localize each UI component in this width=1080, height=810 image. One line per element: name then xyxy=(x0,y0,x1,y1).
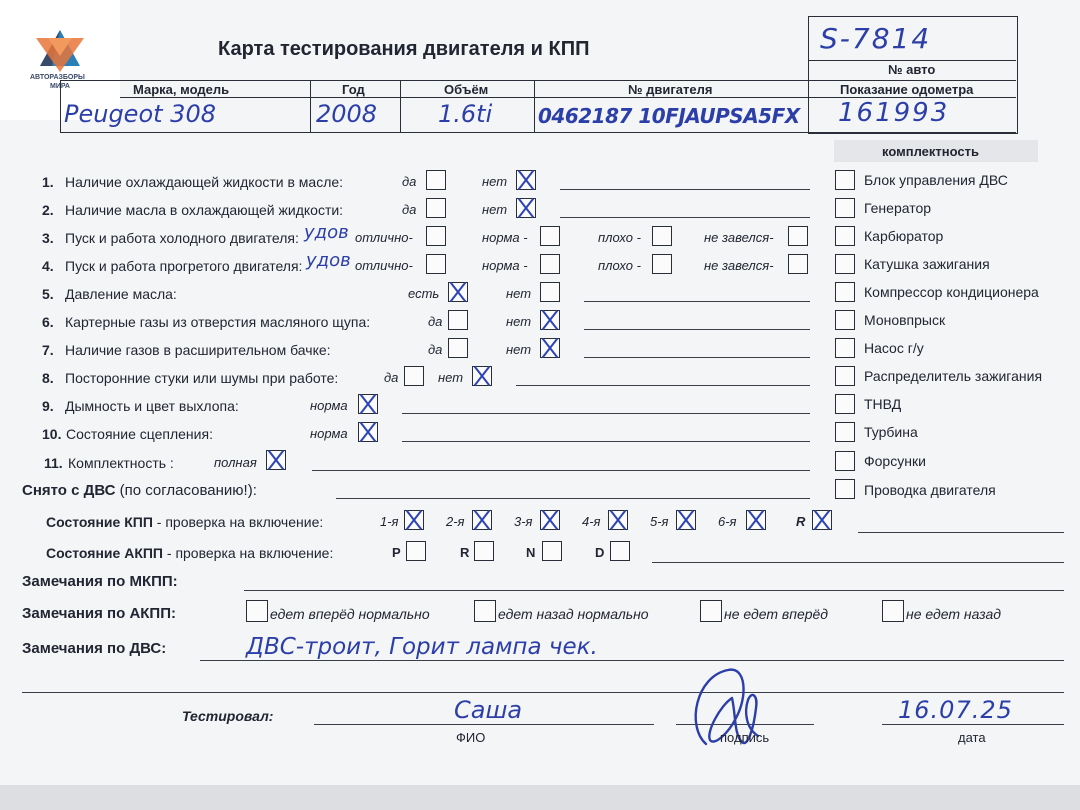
checkbox-distributor[interactable] xyxy=(835,366,855,386)
completeness-item-ac-compressor: Компрессор кондиционера xyxy=(864,284,1039,300)
q1-number: 1. xyxy=(42,174,54,190)
hw-auto-no: S-7814 xyxy=(820,22,932,55)
completeness-item-carburetor: Карбюратор xyxy=(864,228,944,244)
q2-yes-checkbox[interactable] xyxy=(426,198,446,218)
completeness-item-ecu: Блок управления ДВС xyxy=(864,172,1008,188)
akpp-d-checkbox[interactable] xyxy=(610,541,630,561)
q8-opt-yes: да xyxy=(384,370,399,385)
hw-test-date: 16.07.25 xyxy=(898,696,1013,724)
logo-text-line1: АВТОРАЗБОРЫ xyxy=(30,74,85,81)
q7-yes-checkbox[interactable] xyxy=(448,338,468,358)
q1-opt-yes: да xyxy=(402,174,417,189)
q3-hw-note: удов xyxy=(304,222,349,243)
akpp-p-label: P xyxy=(392,545,401,560)
page-title: Карта тестирования двигателя и КПП xyxy=(218,38,590,60)
gear-r-checkbox[interactable] xyxy=(812,510,832,530)
gear-3-checkbox[interactable] xyxy=(540,510,560,530)
q9-normal-checkbox[interactable] xyxy=(358,394,378,414)
q6-number: 6. xyxy=(42,314,54,330)
remarks-akpp-label: Замечания по АКПП: xyxy=(22,605,176,622)
gear-2-checkbox[interactable] xyxy=(472,510,492,530)
q6-yes-checkbox[interactable] xyxy=(448,310,468,330)
q10-normal-checkbox[interactable] xyxy=(358,422,378,442)
q6-opt-yes: да xyxy=(428,314,443,329)
q3-label: Пуск и работа холодного двигателя: xyxy=(65,230,299,246)
hw-odometer: 161993 xyxy=(838,98,950,128)
gear-5-checkbox[interactable] xyxy=(676,510,696,530)
akpp-forward-ok-checkbox[interactable] xyxy=(246,600,268,622)
removed-note: (по согласованию!): xyxy=(119,482,257,499)
akpp-p-checkbox[interactable] xyxy=(406,541,426,561)
q7-no-checkbox[interactable] xyxy=(540,338,560,358)
akpp-no-forward-label: не едет вперёд xyxy=(724,606,829,622)
col-volume-header: Объём xyxy=(444,82,489,97)
gear-6-checkbox[interactable] xyxy=(746,510,766,530)
q4-opt-excellent: отлично- xyxy=(355,258,413,273)
remarks-dvs-line xyxy=(200,660,1064,661)
logo-mark-icon xyxy=(0,0,120,80)
q5-no-checkbox[interactable] xyxy=(540,282,560,302)
completeness-item-distributor: Распределитель зажигания xyxy=(864,368,1043,384)
q11-note-line xyxy=(312,470,810,471)
q1-no-checkbox[interactable] xyxy=(516,170,536,190)
q4-bad-checkbox[interactable] xyxy=(652,254,672,274)
header-col-sep xyxy=(534,80,535,132)
q10-label: Состояние сцепления: xyxy=(66,426,213,442)
header-col-sep xyxy=(400,80,401,132)
q11-opt-full: полная xyxy=(214,455,257,470)
q11-number: 11. xyxy=(44,455,63,471)
q2-opt-yes: да xyxy=(402,202,417,217)
q4-normal-checkbox[interactable] xyxy=(540,254,560,274)
q10-number: 10. xyxy=(42,426,62,442)
checkbox-carburetor[interactable] xyxy=(835,226,855,246)
q6-label: Картерные газы из отверстия масляного щупа: xyxy=(65,314,371,330)
signature-caption: подпись xyxy=(720,730,770,745)
gear-5-label: 5-я xyxy=(650,514,669,529)
q8-no-checkbox[interactable] xyxy=(472,366,492,386)
removed-label xyxy=(22,482,257,499)
akpp-suffix: - проверка на включение: xyxy=(166,545,334,561)
q4-no-start-checkbox[interactable] xyxy=(788,254,808,274)
q6-note-line xyxy=(584,329,810,330)
q9-label: Дымность и цвет выхлопа: xyxy=(65,398,239,414)
header-bottom-line xyxy=(60,132,1016,133)
q5-note-line xyxy=(584,301,810,302)
tested-by-label: Тестировал: xyxy=(182,708,274,724)
gear-4-label: 4-я xyxy=(582,514,601,529)
hw-tester-name: Саша xyxy=(454,696,523,724)
akpp-n-checkbox[interactable] xyxy=(542,541,562,561)
removed-title: Снято с ДВС xyxy=(22,482,116,499)
kpp-title: Состояние КПП xyxy=(46,514,153,530)
q8-note-line xyxy=(516,385,810,386)
remarks-extra-line xyxy=(22,692,1064,693)
gear-2-label: 2-я xyxy=(446,514,465,529)
q5-label: Давление масла: xyxy=(65,286,177,302)
gear-6-label: 6-я xyxy=(718,514,737,529)
akpp-r-label: R xyxy=(460,545,470,560)
kpp-label xyxy=(46,514,323,530)
q5-opt-yes: есть xyxy=(408,286,440,301)
header-top-line xyxy=(60,80,1016,81)
q10-opt-normal: норма xyxy=(310,426,348,441)
akpp-no-back-label: не едет назад xyxy=(906,606,1001,622)
q7-opt-no: нет xyxy=(506,342,532,357)
q8-opt-no: нет xyxy=(438,370,464,385)
remarks-mkpp-label: Замечания по МКПП: xyxy=(22,573,178,590)
col-odometer-header: Показание одометра xyxy=(840,82,974,97)
logo-text-line2: МИРА xyxy=(50,83,70,90)
fio-line xyxy=(314,724,654,725)
q7-number: 7. xyxy=(42,342,54,358)
col-year-header: Год xyxy=(342,82,365,97)
q4-opt-bad: плохо - xyxy=(598,258,641,273)
q5-opt-no: нет xyxy=(506,286,532,301)
q9-opt-normal: норма xyxy=(310,398,348,413)
gear-1-label: 1-я xyxy=(380,514,399,529)
completeness-heading: комплектность xyxy=(882,144,979,159)
col-auto-no-header: № авто xyxy=(888,62,936,77)
q2-label: Наличие масла в охлаждающей жидкости: xyxy=(65,202,344,218)
q3-opt-excellent: отлично- xyxy=(355,230,413,245)
checkbox-wiring[interactable] xyxy=(835,479,855,499)
gear-3-label: 3-я xyxy=(514,514,533,529)
q6-opt-no: нет xyxy=(506,314,532,329)
q3-bad-checkbox[interactable] xyxy=(652,226,672,246)
checkbox-mono-injection[interactable] xyxy=(835,310,855,330)
auto-no-line xyxy=(808,60,1016,61)
q3-excellent-checkbox[interactable] xyxy=(426,226,446,246)
checkbox-ac-compressor[interactable] xyxy=(835,282,855,302)
akpp-no-forward-checkbox[interactable] xyxy=(700,600,722,622)
header-col-sep xyxy=(310,80,311,132)
completeness-item-injectors: Форсунки xyxy=(864,453,926,469)
q8-number: 8. xyxy=(42,370,54,386)
completeness-item-ignition-coil: Катушка зажигания xyxy=(864,256,990,272)
q1-yes-checkbox[interactable] xyxy=(426,170,446,190)
q7-note-line xyxy=(584,357,810,358)
q1-note-line xyxy=(560,189,810,190)
q8-yes-checkbox[interactable] xyxy=(404,366,424,386)
q8-label: Посторонние стуки или шумы при работе: xyxy=(65,370,339,386)
completeness-item-tnvd: ТНВД xyxy=(864,396,902,412)
remarks-dvs-label: Замечания по ДВС: xyxy=(22,640,167,657)
akpp-back-ok-checkbox[interactable] xyxy=(474,600,496,622)
q2-note-line xyxy=(560,217,810,218)
q11-full-checkbox[interactable] xyxy=(266,450,286,470)
akpp-r-checkbox[interactable] xyxy=(474,541,494,561)
removed-line xyxy=(336,498,810,499)
q4-excellent-checkbox[interactable] xyxy=(426,254,446,274)
q10-note-line xyxy=(402,441,810,442)
checkbox-ignition-coil[interactable] xyxy=(835,254,855,274)
q2-no-checkbox[interactable] xyxy=(516,198,536,218)
checkbox-tnvd[interactable] xyxy=(835,394,855,414)
q3-opt-normal: норма - xyxy=(482,230,528,245)
col-model-header: Марка, модель xyxy=(133,82,230,97)
checkbox-ps-pump[interactable] xyxy=(835,338,855,358)
q2-number: 2. xyxy=(42,202,54,218)
q3-normal-checkbox[interactable] xyxy=(540,226,560,246)
hw-model: Peugeot 308 xyxy=(64,100,216,128)
date-line xyxy=(882,724,1064,725)
col-engine-header: № двигателя xyxy=(628,82,713,97)
hw-engine-number: 0462187 10FJAUPSA5FX xyxy=(538,104,800,128)
akpp-note-line xyxy=(652,562,1064,563)
akpp-back-ok-label: едет назад нормально xyxy=(498,606,649,622)
q4-label: Пуск и работа прогретого двигателя: xyxy=(65,258,303,274)
q3-opt-no-start: не завелся- xyxy=(704,230,774,245)
akpp-d-label: D xyxy=(595,545,605,560)
kpp-suffix: - проверка на включение: xyxy=(156,514,324,530)
akpp-title: Состояние АКПП xyxy=(46,545,163,561)
completeness-item-mono-injection: Моновпрыск xyxy=(864,312,946,328)
fio-caption: ФИО xyxy=(456,730,486,745)
akpp-label xyxy=(46,545,333,561)
q4-hw-note: удов xyxy=(306,250,351,271)
completeness-item-ps-pump: Насос г/у xyxy=(864,340,924,356)
q5-yes-checkbox[interactable] xyxy=(448,282,468,302)
checkbox-injectors[interactable] xyxy=(835,451,855,471)
akpp-forward-ok-label: едет вперёд нормально xyxy=(270,606,430,622)
q3-number: 3. xyxy=(42,230,54,246)
header-col-sep xyxy=(60,80,61,132)
completeness-item-turbine: Турбина xyxy=(864,424,918,440)
q11-label: Комплектность : xyxy=(68,455,174,471)
q2-opt-no: нет xyxy=(482,202,508,217)
q3-no-start-checkbox[interactable] xyxy=(788,226,808,246)
q7-opt-yes: да xyxy=(428,342,443,357)
q3-opt-bad: плохо - xyxy=(598,230,641,245)
gear-r-label: R xyxy=(796,514,806,529)
checkbox-generator[interactable] xyxy=(835,198,855,218)
gear-4-checkbox[interactable] xyxy=(608,510,628,530)
completeness-item-wiring: Проводка двигателя xyxy=(864,482,996,498)
q5-number: 5. xyxy=(42,286,54,302)
akpp-no-back-checkbox[interactable] xyxy=(882,600,904,622)
q4-opt-normal: норма - xyxy=(482,258,528,273)
date-caption: дата xyxy=(958,730,986,745)
gear-1-checkbox[interactable] xyxy=(404,510,424,530)
q7-label: Наличие газов в расширительном бачке: xyxy=(65,342,331,358)
completeness-item-generator: Генератор xyxy=(864,200,932,216)
q6-no-checkbox[interactable] xyxy=(540,310,560,330)
checkbox-turbine[interactable] xyxy=(835,422,855,442)
remarks-dvs-hw: ДВС-троит, Горит лампа чек. xyxy=(246,634,598,660)
akpp-n-label: N xyxy=(526,545,536,560)
hw-year: 2008 xyxy=(316,100,378,128)
checkbox-ecu[interactable] xyxy=(835,170,855,190)
q4-number: 4. xyxy=(42,258,54,274)
q4-opt-no-start: не завелся- xyxy=(704,258,774,273)
q1-opt-no: нет xyxy=(482,174,508,189)
q1-label: Наличие охлаждающей жидкости в масле: xyxy=(65,174,344,190)
kpp-note-line xyxy=(858,532,1064,533)
remarks-mkpp-line xyxy=(244,590,1064,591)
q9-note-line xyxy=(402,413,810,414)
q9-number: 9. xyxy=(42,398,54,414)
hw-volume: 1.6ti xyxy=(438,100,493,128)
